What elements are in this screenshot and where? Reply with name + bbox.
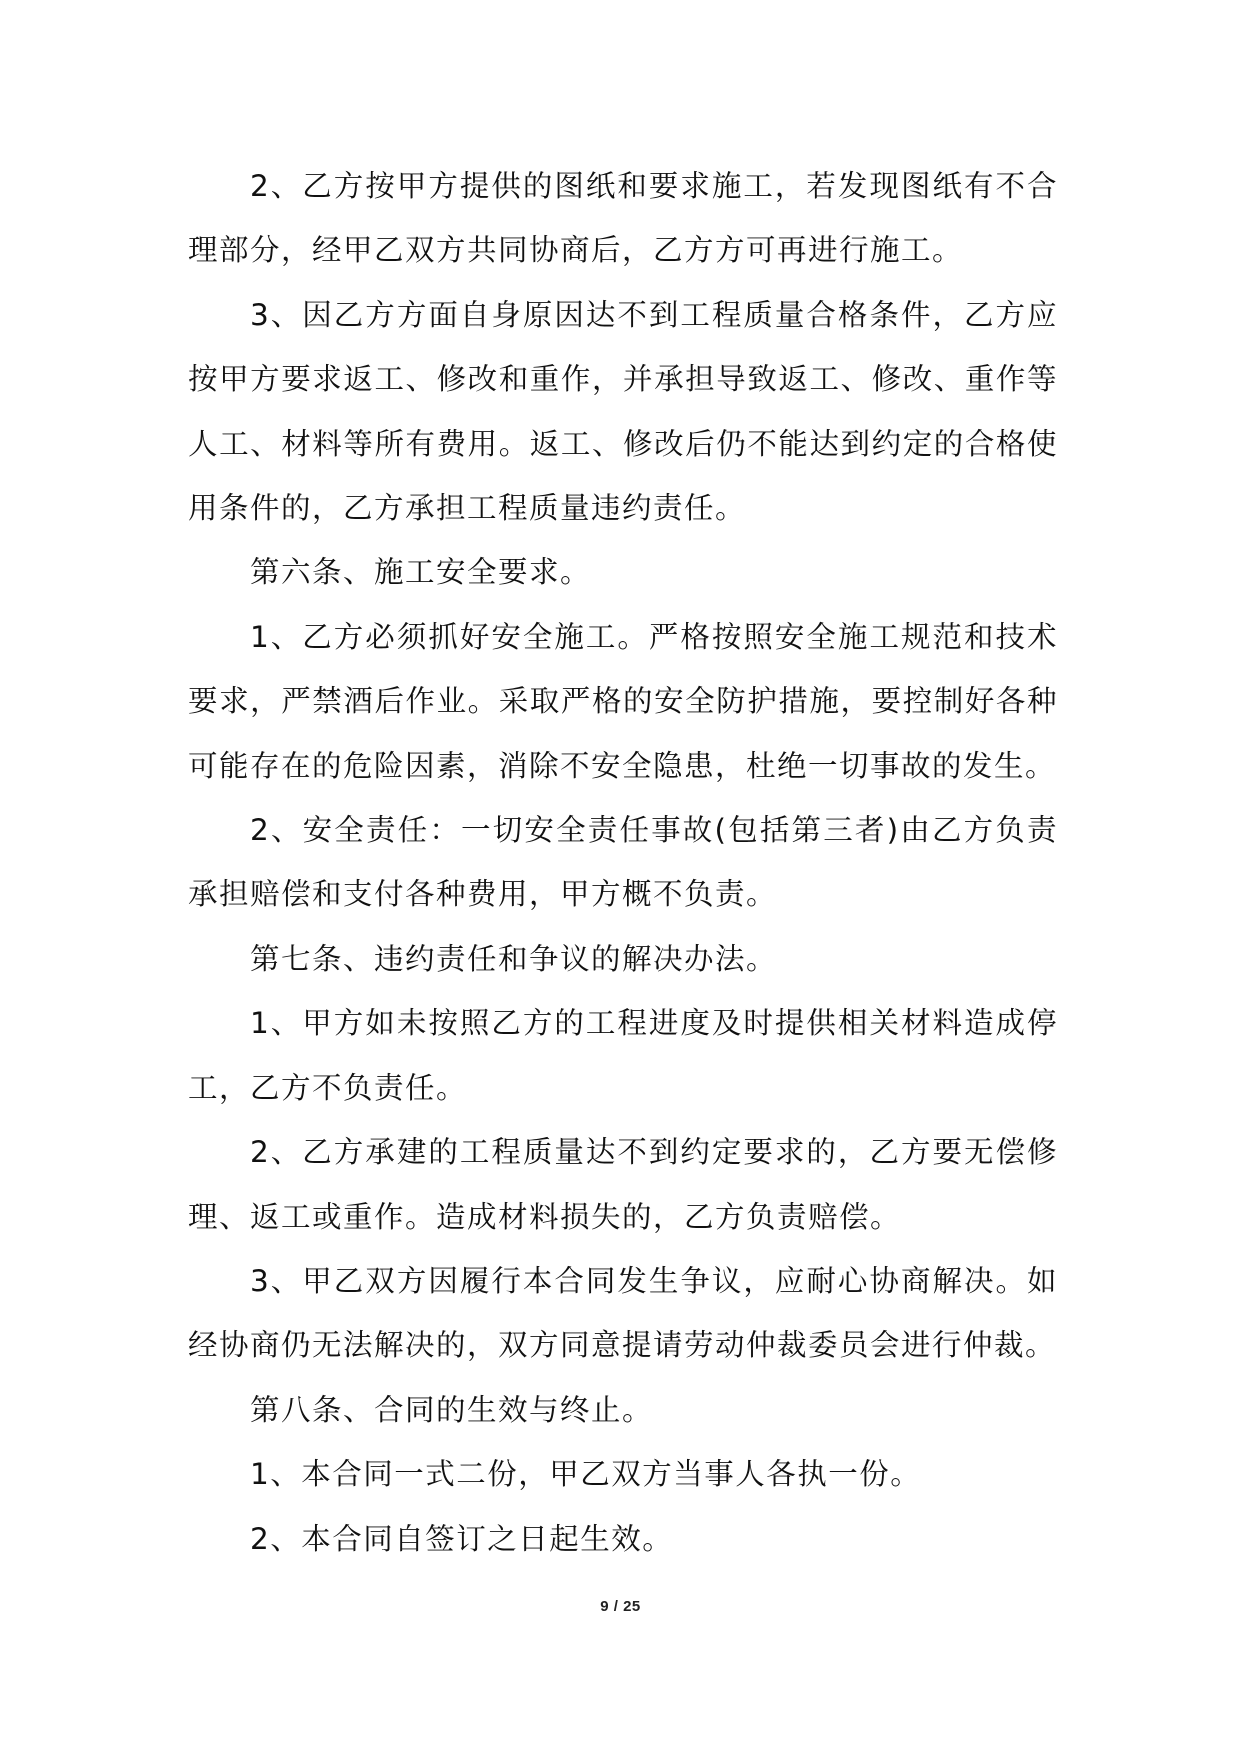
document-body: [188, 154, 1058, 1571]
paragraph-clause-7-item-3: 3、甲乙双方因履行本合同发生争议，应耐心协商解决。如经协商仍无法解决的，双方同意提请劳动仲裁委员会进行仲裁。: [188, 1263, 1058, 1363]
paragraph-clause-5-item-2: 2、乙方按甲方提供的图纸和要求施工，若发现图纸有不合理部分，经甲乙双方共同协商后，乙方方可再进行施工。: [188, 169, 1058, 268]
page-number: 9 / 25: [600, 1598, 641, 1615]
paragraph-clause-6-item-1: 1、乙方必须抓好安全施工。严格按照安全施工规范和技术要求，严禁酒后作业。采取严格的安全防护措施，要控制好各种可能存在的危险因素，消除不安全隐患，杜绝一切事故的发生。: [188, 619, 1058, 783]
heading-clause-6: 第六条、施工安全要求。: [250, 555, 592, 590]
paragraph-clause-7-item-1: 1、甲方如未按照乙方的工程进度及时提供相关材料造成停工，乙方不负责任。: [188, 1006, 1058, 1105]
paragraph-clause-8-item-1: 1、本合同一式二份，甲乙双方当事人各执一份。: [250, 1457, 922, 1492]
paragraph-clause-6-item-2: 2、安全责任：一切安全责任事故(包括第三者)由乙方负责承担赔偿和支付各种费用，甲方概不负责。: [188, 813, 1058, 912]
heading-clause-7: 第七条、违约责任和争议的解决办法。: [250, 941, 778, 976]
heading-clause-8: 第八条、合同的生效与终止。: [250, 1392, 654, 1427]
paragraph-clause-8-item-2: 2、本合同自签订之日起生效。: [250, 1521, 674, 1556]
paragraph-clause-7-item-2: 2、乙方承建的工程质量达不到约定要求的，乙方要无偿修理、返工或重作。造成材料损失的，乙方负责赔偿。: [188, 1135, 1058, 1234]
paragraph-clause-5-item-3: 3、因乙方方面自身原因达不到工程质量合格条件，乙方应按甲方要求返工、修改和重作，并承担导致返工、修改、重作等人工、材料等所有费用。返工、修改后仍不能达到约定的合格使用条件的，乙方承担工程质量违约责任。: [188, 297, 1058, 526]
